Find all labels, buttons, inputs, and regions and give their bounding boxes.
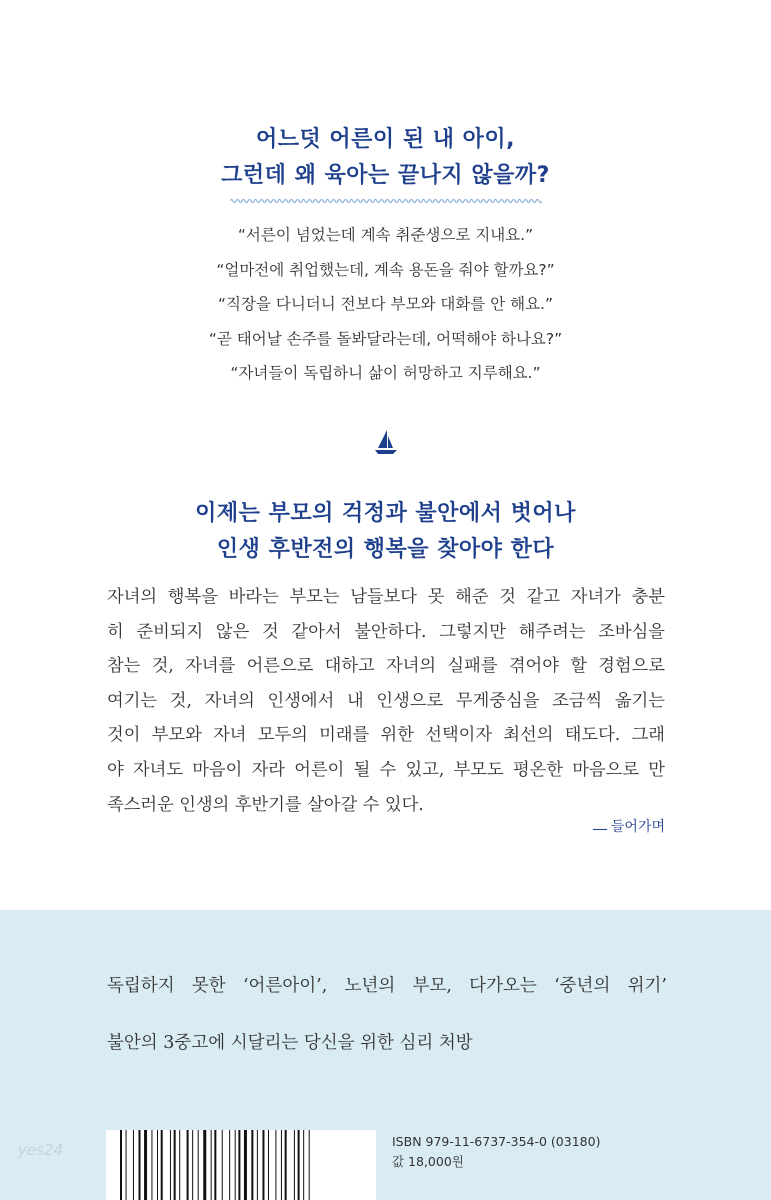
barcode-bar (211, 1130, 212, 1200)
tagline-line-1: 독립하지 못한 ‘어른아이’, 노년의 부모, 다가오는 ‘중년의 위기’ (107, 976, 667, 996)
body-line: 참는 것, 자녀를 어른으로 대하고 자녀의 실패를 겪어야 할 경험으로 (107, 656, 665, 677)
subheadline (0, 496, 771, 568)
headline-line-2: 그런데 왜 육아는 끝나지 않을까? (221, 163, 550, 188)
barcode-bar (275, 1130, 276, 1200)
quote-1: “서른이 넘었는데 계속 취준생으로 지내요.” (237, 226, 534, 244)
body-line: 히 준비되지 않은 것 같아서 불안하다. 그렇지만 해주려는 조바심을 (107, 621, 665, 642)
subheadline-line-2: 인생 후반전의 행복을 찾아야 한다 (216, 537, 555, 562)
quote-5: “자녀들이 독립하니 삶이 허망하고 지루해요.” (230, 364, 541, 382)
barcode-bar (120, 1130, 122, 1200)
body-paragraph (107, 580, 665, 822)
barcode-bar (214, 1130, 216, 1200)
barcode-bar (262, 1130, 264, 1200)
isbn-text: ISBN 979-11-6737-354-0 (03180) (392, 1134, 601, 1149)
barcode-bar (238, 1130, 240, 1200)
barcode-bar (157, 1130, 158, 1200)
barcode-bar (179, 1130, 180, 1200)
body-line: 것이 부모와 자녀 모두의 미래를 위한 선택이자 최선의 태도다. 그래 (107, 725, 665, 746)
quote-list (0, 218, 771, 391)
barcode-bar (192, 1130, 193, 1200)
barcode-bar (251, 1130, 253, 1200)
barcode-bar (174, 1130, 176, 1200)
barcode-bar (198, 1130, 199, 1200)
body-line: 여기는 것, 자녀의 인생에서 내 인생으로 무게중심을 조금씩 옮기는 (107, 690, 665, 711)
barcode-bar (309, 1130, 310, 1200)
signature (560, 816, 665, 836)
barcode-bar (281, 1130, 282, 1200)
publication-info (392, 1132, 600, 1172)
barcode-bar (235, 1130, 236, 1200)
signature-dash (593, 829, 607, 830)
barcode-bar (133, 1130, 134, 1200)
barcode-bar (126, 1130, 127, 1200)
barcode-bar (203, 1130, 206, 1200)
barcode-bar (298, 1130, 300, 1200)
barcode-bar (229, 1130, 230, 1200)
price-text: 값 18,000원 (392, 1154, 464, 1169)
barcode-bar (294, 1130, 295, 1200)
barcode-bar (187, 1130, 189, 1200)
headline (0, 122, 771, 194)
quote-3: “직장을 다니더니 전보다 부모와 대화를 안 해요.” (217, 295, 554, 313)
barcode-bar (303, 1130, 304, 1200)
wavy-divider (230, 196, 542, 206)
watermark: yes24 (18, 1141, 64, 1159)
barcode-bar (151, 1130, 152, 1200)
barcode-bar (285, 1130, 287, 1200)
signature-text: 들어가며 (610, 819, 665, 835)
body-line: 자녀의 행복을 바라는 부모는 남들보다 못 해준 것 같고 자녀가 충분 (107, 587, 665, 607)
barcode-bar (170, 1130, 171, 1200)
barcode-bar (144, 1130, 147, 1200)
subheadline-line-1: 이제는 부모의 걱정과 불안에서 벗어나 (195, 501, 576, 526)
tagline-line-2: 불안의 3중고에 시달리는 당신을 위한 심리 처방 (107, 1033, 473, 1053)
barcode-bars (120, 1130, 364, 1200)
barcode-bar (161, 1130, 163, 1200)
quote-2: “얼마전에 취업했는데, 계속 용돈을 줘야 할까요?” (216, 260, 555, 279)
barcode-bar (257, 1130, 258, 1200)
quote-4: “곧 태어날 손주를 돌봐달라는데, 어떡해야 하나요?” (208, 329, 563, 348)
barcode (106, 1130, 376, 1200)
headline-line-1: 어느덧 어른이 된 내 아이, (255, 127, 515, 152)
sailboat-icon (372, 428, 400, 456)
body-line: 족스러운 인생의 후반기를 살아갈 수 있다. (107, 794, 424, 815)
barcode-bar (222, 1130, 223, 1200)
barcode-bar (244, 1130, 247, 1200)
body-line: 야 자녀도 마음이 자라 어른이 될 수 있고, 부모도 평온한 마음으로 만 (107, 759, 665, 780)
barcode-bar (268, 1130, 269, 1200)
barcode-bar (139, 1130, 141, 1200)
